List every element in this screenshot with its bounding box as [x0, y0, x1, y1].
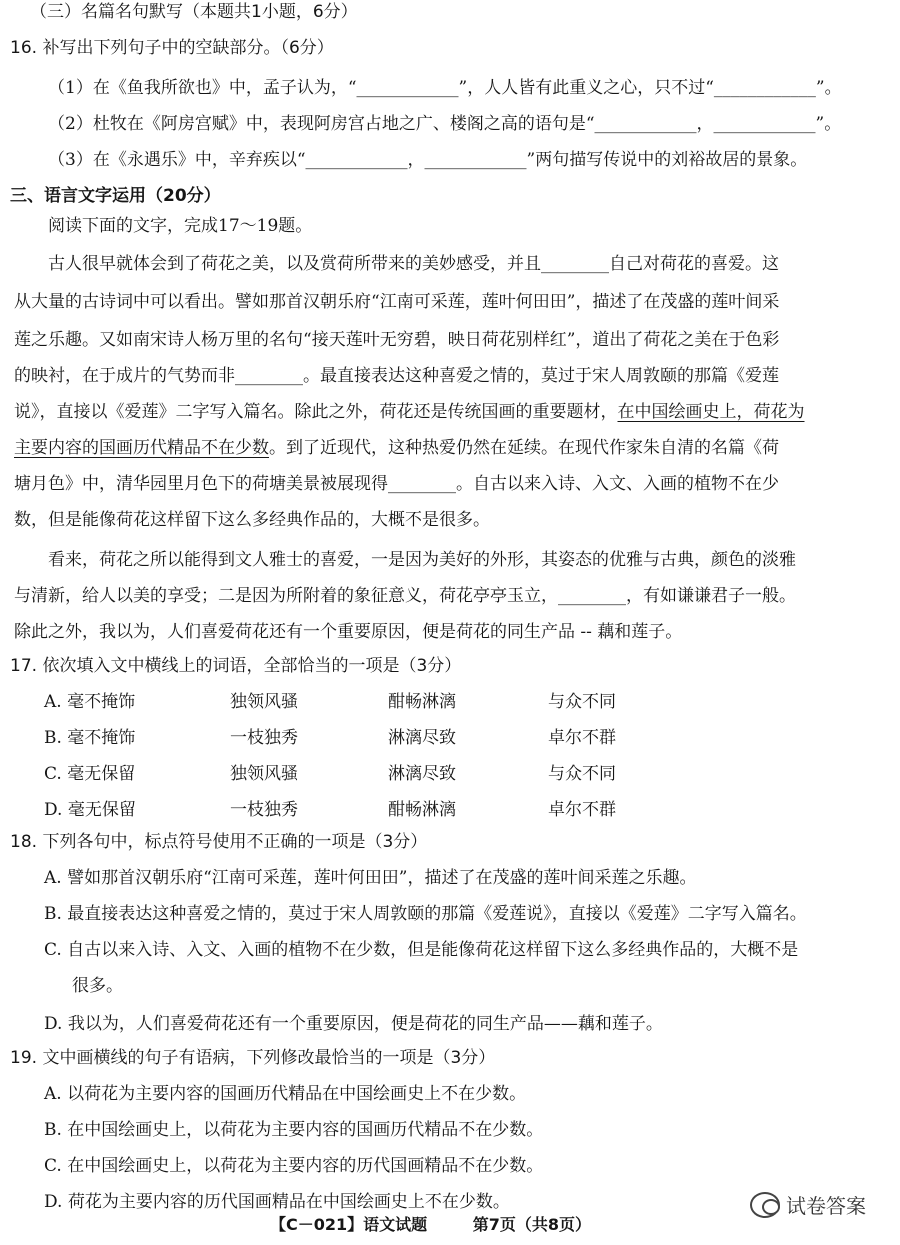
passage-intro: 阅读下面的文字，完成17～19题。: [48, 216, 313, 236]
passage-line: 莲之乐趣。又如南宋诗人杨万里的名句“接天莲叶无穷碧，映日荷花别样红”，道出了荷花之美在于色彩: [14, 330, 780, 350]
option-word: 卓尔不群: [548, 728, 616, 748]
page-number: 第7页（共8页）: [472, 1215, 592, 1234]
underlined-sentence-part-2: 主要内容的国画历代精品不在少数: [14, 438, 269, 458]
q18-option-c[interactable]: C. 自古以来入诗、入文、入画的植物不在少数，但是能像荷花这样留下这么多经典作品的，大概不是: [44, 940, 799, 960]
option-word: 卓尔不群: [548, 800, 616, 820]
underlined-sentence-part-1: 在中国绘画史上，荷花为: [617, 402, 805, 422]
passage-line-with-underline: [14, 436, 779, 460]
option-word: D. 毫无保留: [44, 800, 136, 820]
passage-line: 塘月色》中，清华园里月色下的荷塘美景被展现得________。自古以来入诗、入文、入画的植物不在少: [14, 474, 779, 494]
option-word: 与众不同: [548, 764, 616, 784]
q16-item-2: （2）杜牧在《阿房宫赋》中，表现阿房宫占地之广、楼阁之高的语句是“____________，____________”。: [48, 114, 842, 134]
q19-option-a[interactable]: A. 以荷花为主要内容的国画历代精品在中国绘画史上不在少数。: [44, 1084, 527, 1104]
section-recite-heading: （三）名篇名句默写（本题共1小题，6分）: [30, 2, 358, 22]
q19-option-b[interactable]: B. 在中国绘画史上，以荷花为主要内容的国画历代精品不在少数。: [44, 1120, 544, 1140]
option-word: A. 毫不掩饰: [44, 692, 136, 712]
option-word: 酣畅淋漓: [388, 800, 456, 820]
q19-option-c[interactable]: C. 在中国绘画史上，以荷花为主要内容的历代国画精品不在少数。: [44, 1156, 544, 1176]
option-word: 酣畅淋漓: [388, 692, 456, 712]
q19-option-d[interactable]: D. 荷花为主要内容的历代国画精品在中国绘画史上不在少数。: [44, 1192, 510, 1212]
watermark: [750, 1190, 866, 1219]
q18-option-c-continued: 很多。: [72, 976, 123, 996]
option-word: C. 毫无保留: [44, 764, 136, 784]
passage-line-with-underline: [14, 400, 805, 424]
watermark-text: 试卷答案: [786, 1194, 866, 1218]
passage-line: 古人很早就体会到了荷花之美，以及赏荷所带来的美妙感受，并且________自己对荷花的喜爱。这: [48, 254, 779, 274]
passage-text: 。到了近现代，这种热爱仍然在延续。在现代作家朱自清的名篇《荷: [269, 438, 779, 458]
q17-stem: 17. 依次填入文中横线上的词语，全部恰当的一项是（3分）: [10, 656, 462, 676]
passage-line: 的映衬，在于成片的气势而非________。最直接表达这种喜爱之情的，莫过于宋人周敦颐的那篇《爱莲: [14, 366, 779, 386]
passage-text: 说》，直接以《爱莲》二字写入篇名。除此之外，荷花还是传统国画的重要题材，: [14, 402, 618, 422]
option-word: 独领风骚: [230, 692, 298, 712]
q19-stem: 19. 文中画横线的句子有语病，下列修改最恰当的一项是（3分）: [10, 1048, 496, 1068]
option-word: 一枝独秀: [230, 800, 298, 820]
q18-stem: 18. 下列各句中，标点符号使用不正确的一项是（3分）: [10, 832, 428, 852]
option-word: 淋漓尽致: [388, 764, 456, 784]
option-word: 与众不同: [548, 692, 616, 712]
exam-code: 【C－021】语文试题: [270, 1215, 428, 1234]
passage-line: 除此之外，我以为，人们喜爱荷花还有一个重要原因，便是荷花的同生产品 -- 藕和莲子。: [14, 622, 683, 642]
q18-option-d[interactable]: D. 我以为，人们喜爱荷花还有一个重要原因，便是荷花的同生产品——藕和莲子。: [44, 1014, 663, 1034]
chat-bubble-icon: [750, 1192, 780, 1218]
page-footer: [270, 1212, 631, 1235]
passage-line: 与清新，给人以美的享受；二是因为所附着的象征意义，荷花亭亭玉立，________，有如谦谦君子一般。: [14, 586, 796, 606]
q16-stem: 16. 补写出下列句子中的空缺部分。（6分）: [10, 38, 334, 58]
option-word: 独领风骚: [230, 764, 298, 784]
option-word: B. 毫不掩饰: [44, 728, 136, 748]
q18-option-a[interactable]: A. 譬如那首汉朝乐府“江南可采莲，莲叶何田田”，描述了在茂盛的莲叶间采莲之乐趣。: [44, 868, 697, 888]
option-word: 一枝独秀: [230, 728, 298, 748]
passage-line: 看来，荷花之所以能得到文人雅士的喜爱，一是因为美好的外形，其姿态的优雅与古典，颜色的淡雅: [48, 550, 796, 570]
option-word: 淋漓尽致: [388, 728, 456, 748]
q18-option-b[interactable]: B. 最直接表达这种喜爱之情的，莫过于宋人周敦颐的那篇《爱莲说》，直接以《爱莲》二字写入篇名。: [44, 904, 807, 924]
section-3-heading: 三、语言文字运用（20分）: [10, 186, 221, 206]
q16-item-1: （1）在《鱼我所欲也》中，孟子认为，“____________”，人人皆有此重义之心，只不过“____________”。: [48, 78, 842, 98]
passage-line: 从大量的古诗词中可以看出。譬如那首汉朝乐府“江南可采莲，莲叶何田田”，描述了在茂盛的莲叶间采: [14, 292, 780, 312]
q16-item-3: （3）在《永遇乐》中，辛弃疾以“____________，____________”两句描写传说中的刘裕故居的景象。: [48, 150, 808, 170]
passage-line: 数，但是能像荷花这样留下这么多经典作品的，大概不是很多。: [14, 510, 490, 530]
